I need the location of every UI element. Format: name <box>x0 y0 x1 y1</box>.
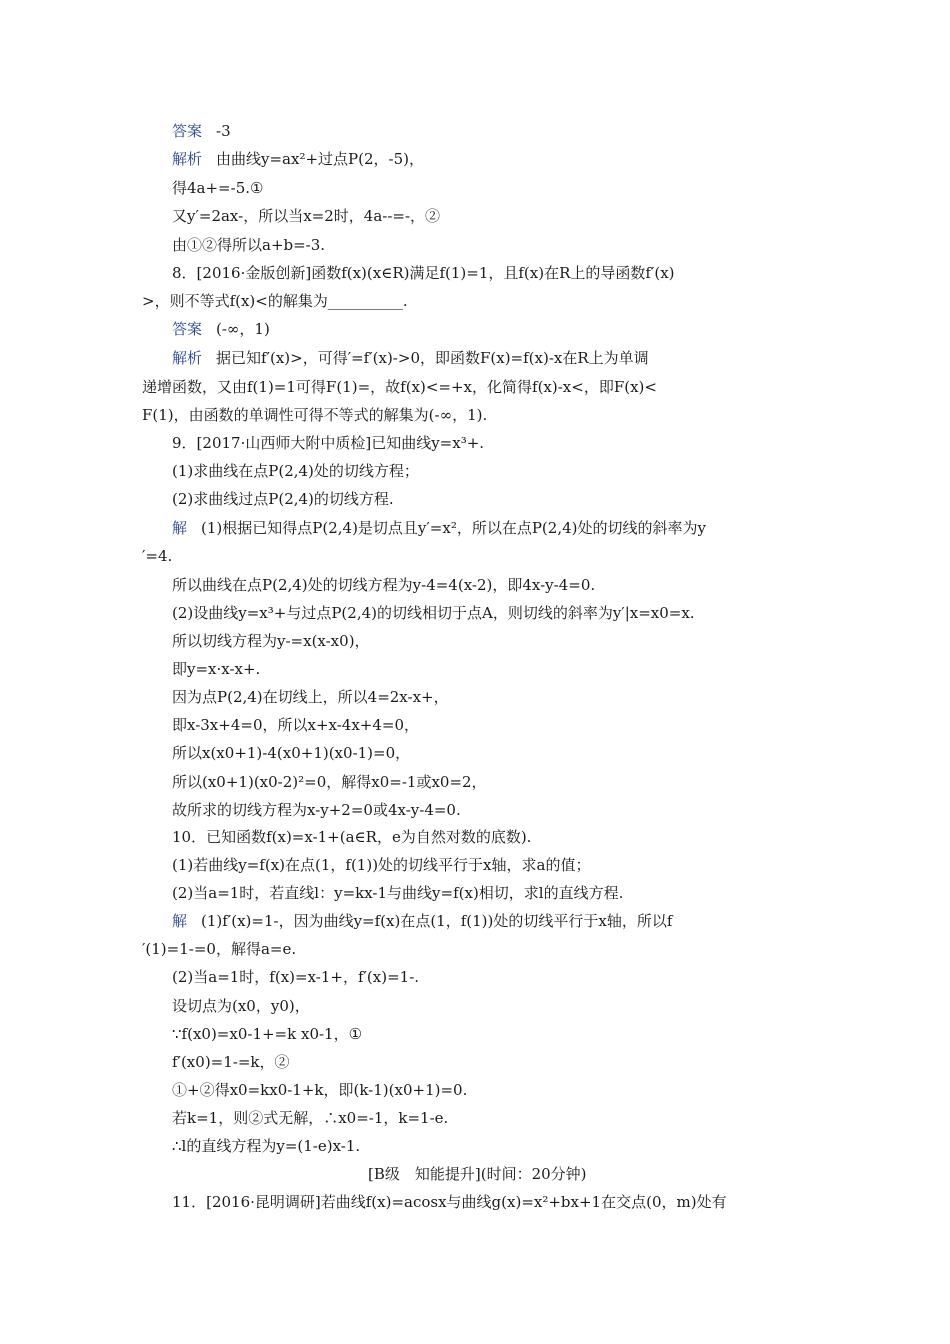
answer-line-7 <box>172 121 231 141</box>
text-line: 由曲线y=ax²+过点P(2，-5)， <box>216 150 424 168</box>
answer-label: 答案 <box>172 320 203 338</box>
text-line: 所以切线方程为y-=x(x-x0)， <box>172 632 370 650</box>
text-line: 因为点P(2,4)在切线上，所以4=2x-x+， <box>172 688 449 706</box>
text-line: 所以x(x0+1)-4(x0+1)(x0-1)=0， <box>172 744 411 762</box>
text-line: 得4a+=-5.① <box>172 179 264 197</box>
text-line: 又y′=2ax-，所以当x=2时，4a--=-，② <box>172 207 441 225</box>
text-line: (2)设曲线y=x³+与过点P(2,4)的切线相切于点A，则切线的斜率为y′|x=x0=x. <box>172 604 695 622</box>
analysis-label: 解析 <box>172 150 203 168</box>
text-line: 设切点为(x0，y0)， <box>172 997 310 1015</box>
text-line: ′(1)=1-=0，解得a=e. <box>142 940 297 958</box>
problem-10: 10．已知函数f(x)=x-1+(a∈R，e为自然对数的底数). <box>172 828 532 846</box>
solution-line-9 <box>172 518 706 538</box>
answer-line-8 <box>172 319 270 339</box>
text-line: >，则不等式f(x)<的解集为__________. <box>142 292 408 310</box>
text-line: ∵f(x0)=x0-1+=k x0-1，① <box>172 1025 363 1043</box>
text-line: 据已知f′(x)>，可得′=f′(x)->0，即函数F(x)=f(x)-x在R上为单调 <box>216 349 649 367</box>
text-line: f′(x0)=1-=k，② <box>172 1053 290 1071</box>
problem-9: 9．[2017·山西师大附中质检]已知曲线y=x³+. <box>172 434 485 452</box>
problem-8: 8．[2016·金版创新]函数f(x)(x∈R)满足f(1)=1，且f(x)在R上的导函数f′(x) <box>172 264 675 282</box>
solution-label: 解 <box>172 912 188 930</box>
problem-11: 11．[2016·昆明调研]若曲线f(x)=acosx与曲线g(x)=x²+bx+1在交点(0，m)处有 <box>172 1193 727 1211</box>
section-heading: [B级 知能提升](时间：20分钟) <box>368 1165 587 1183</box>
text-line: ①+②得x0=kx0-1+k，即(k-1)(x0+1)=0. <box>172 1081 468 1099</box>
text-line: 所以曲线在点P(2,4)处的切线方程为y-4=4(x-2)，即4x-y-4=0. <box>172 576 596 594</box>
text-line: F(1)，由函数的单调性可得不等式的解集为(-∞，1). <box>142 406 488 424</box>
text-line: 故所求的切线方程为x-y+2=0或4x-y-4=0. <box>172 801 461 819</box>
text-line: ′=4. <box>142 547 173 565</box>
text-line: ∴l的直线方程为y=(1-e)x-1. <box>172 1137 361 1155</box>
answer-label: 答案 <box>172 122 203 140</box>
text-line: 所以(x0+1)(x0-2)²=0，解得x0=-1或x0=2， <box>172 773 487 791</box>
text-line: (1)f′(x)=1-，因为曲线y=f(x)在点(1，f(1))处的切线平行于x轴，所以f <box>201 912 673 930</box>
text-line: 递增函数，又由f(1)=1可得F(1)=，故f(x)<=+x，化简得f(x)-x<，即F(x)< <box>142 378 657 396</box>
text-line: -3 <box>216 122 231 140</box>
text-line: (1)根据已知得点P(2,4)是切点且y′=x²，所以在点P(2,4)处的切线的斜率为y <box>201 519 706 537</box>
text-line: 若k=1，则②式无解，∴x0=-1，k=1-e. <box>172 1109 449 1127</box>
text-line: 即y=x·x-x+. <box>172 660 261 678</box>
analysis-line-7 <box>172 149 424 169</box>
text-line: (2)当a=1时，若直线l：y=kx-1与曲线y=f(x)相切，求l的直线方程. <box>172 884 624 902</box>
text-line: (1)求曲线在点P(2,4)处的切线方程； <box>172 462 419 480</box>
analysis-label: 解析 <box>172 349 203 367</box>
solution-label: 解 <box>172 519 188 537</box>
text-line: 由①②得所以a+b=-3. <box>172 236 326 254</box>
text-line: (-∞，1) <box>216 320 270 338</box>
solution-line-10 <box>172 911 672 931</box>
text-line: (2)当a=1时，f(x)=x-1+，f′(x)=1-. <box>172 968 420 986</box>
text-line: 即x-3x+4=0，所以x+x-4x+4=0， <box>172 716 420 734</box>
text-line: (2)求曲线过点P(2,4)的切线方程. <box>172 490 394 508</box>
analysis-line-8 <box>172 348 649 368</box>
text-line: (1)若曲线y=f(x)在点(1，f(1))处的切线平行于x轴，求a的值； <box>172 856 591 874</box>
